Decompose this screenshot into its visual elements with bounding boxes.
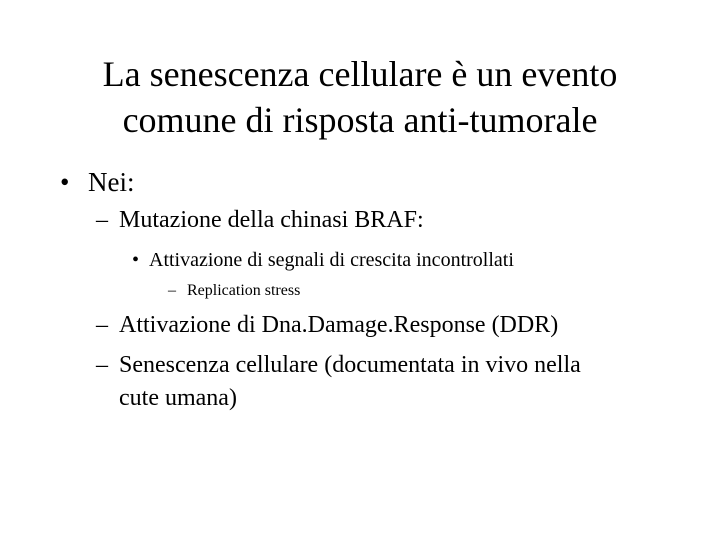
dash-marker: – bbox=[96, 352, 108, 378]
slide-title-line-2: comune di risposta anti-tumorale bbox=[122, 100, 598, 140]
slide-title-line-1: La senescenza cellulare è un evento bbox=[102, 54, 618, 94]
sub-item-text: Senescenza cellulare (documentata in vivo nella bbox=[119, 352, 581, 378]
level4-item-text: Replication stress bbox=[187, 282, 301, 299]
sub-item-text-continued: cute umana) bbox=[119, 385, 237, 411]
dash-marker: – bbox=[96, 312, 108, 338]
bullet-text: Nei: bbox=[88, 167, 135, 197]
dash-marker: – bbox=[96, 207, 108, 233]
bullet-marker: • bbox=[132, 249, 140, 271]
sub-sub-item-text: Attivazione di segnali di crescita incontrollati bbox=[149, 249, 514, 271]
sub-item-text: Attivazione di Dna.Damage.Response (DDR) bbox=[119, 312, 559, 338]
dash-marker: – bbox=[168, 282, 176, 299]
sub-item-text: Mutazione della chinasi BRAF: bbox=[119, 207, 424, 233]
bullet-marker: • bbox=[60, 167, 70, 197]
slide-title bbox=[0, 51, 720, 143]
sub-item-senescenza-continued bbox=[119, 383, 237, 413]
